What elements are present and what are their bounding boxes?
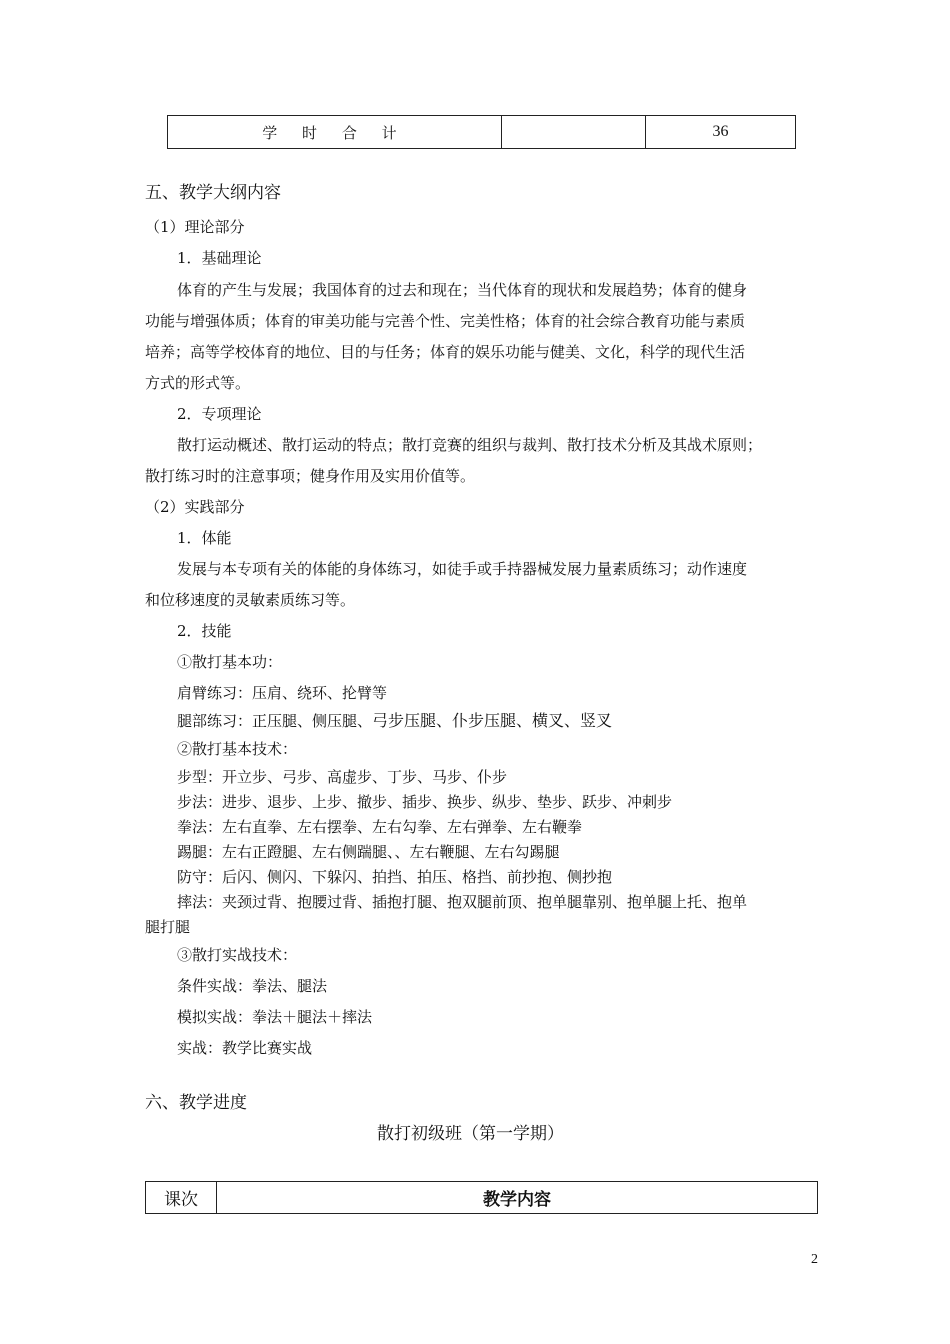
table-header-row	[146, 1182, 818, 1214]
basic-theory-line: 体育的产生与发展；我国体育的过去和现在；当代体育的现状和发展趋势；体育的健身	[177, 281, 748, 299]
special-theory-line: 散打练习时的注意事项；健身作用及实用价值等。	[145, 467, 476, 485]
basic-theory-line: 功能与增强体质；体育的审美功能与完善个性、完美性格；体育的社会综合教育功能与素质	[145, 312, 746, 330]
hours-total-table	[167, 115, 796, 149]
special-theory-title: 2．专项理论	[177, 405, 262, 423]
real-combat: 实战：教学比赛实战	[177, 1039, 313, 1057]
punch-line: 拳法：左右直拳、左右摆拳、左右勾拳、左右弹拳、左右鞭拳	[177, 818, 583, 836]
basic-theory-line: 方式的形式等。	[145, 374, 251, 392]
basic-theory-line: 培养；高等学校体育的地位、目的与任务；体育的娱乐功能与健美、文化，科学的现代生活	[145, 343, 746, 361]
lesson-column-header: 课次	[146, 1182, 217, 1214]
fitness-line: 和位移速度的灵敏素质练习等。	[145, 591, 356, 609]
simulated-combat: 模拟实战：拳法＋腿法＋摔法	[177, 1008, 373, 1026]
total-label-cell: 学 时 合 计	[168, 116, 502, 149]
throw-line-continued: 腿打腿	[145, 918, 191, 936]
kick-line: 踢腿：左右正蹬腿、左右侧踹腿、、左右鞭腿、左右勾踢腿	[177, 843, 560, 861]
page-number: 2	[811, 1252, 818, 1267]
defense-line: 防守：后闪、侧闪、下躲闪、拍挡、拍压、格挡、前抄抱、侧抄抱	[177, 868, 613, 886]
basics-title: ①散打基本功：	[177, 653, 283, 671]
fitness-title: 1．体能	[177, 529, 232, 547]
section5-heading: 五、教学大纲内容	[145, 183, 281, 203]
practice-title: （2）实践部分	[145, 498, 245, 516]
skill-title: 2．技能	[177, 622, 232, 640]
content-column-header: 教学内容	[217, 1182, 818, 1214]
total-hours-cell: 36	[645, 116, 795, 149]
table-row	[168, 116, 796, 149]
conditional-combat: 条件实战：拳法、腿法	[177, 977, 328, 995]
stance-line: 步型：开立步、弓步、高虚步、丁步、马步、仆步	[177, 768, 508, 786]
empty-cell	[501, 116, 645, 149]
theory-title: （1）理论部分	[145, 218, 245, 236]
leg-practice	[177, 711, 612, 731]
combat-title: ③散打实战技术：	[177, 946, 298, 964]
basic-theory-title: 1．基础理论	[177, 249, 262, 267]
schedule-subtitle: 散打初级班（第一学期）	[377, 1124, 564, 1144]
throw-line: 摔法：夹颈过背、抱腰过背、插抱打腿、抱双腿前顶、抱单腿靠别、抱单腿上托、抱单	[177, 893, 748, 911]
arm-practice: 肩臂练习：压肩、绕环、抡臂等	[177, 684, 388, 702]
fitness-line: 发展与本专项有关的体能的身体练习，如徒手或手持器械发展力量素质练习；动作速度	[177, 560, 748, 578]
leg-practice-part-a: 腿部练习：正压腿、侧压腿、	[177, 712, 373, 730]
section6-heading: 六、教学进度	[145, 1093, 247, 1113]
footwork-line: 步法：进步、退步、上步、撤步、插步、换步、纵步、垫步、跃步、冲刺步	[177, 793, 673, 811]
special-theory-line: 散打运动概述、散打运动的特点；散打竞赛的组织与裁判、散打技术分析及其战术原则；	[177, 436, 763, 454]
schedule-table	[145, 1181, 818, 1214]
technique-title: ②散打基本技术：	[177, 740, 298, 758]
leg-practice-part-b: 弓步压腿、仆步压腿、横叉、竖叉	[372, 711, 613, 730]
